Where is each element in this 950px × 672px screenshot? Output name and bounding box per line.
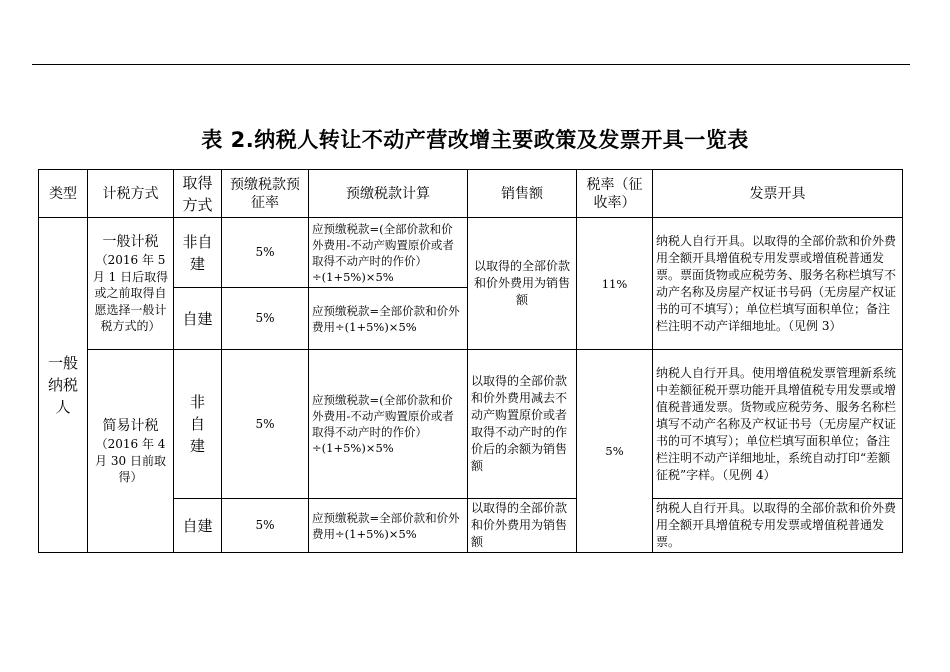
- policy-table: [38, 169, 903, 553]
- prepay-calc-cell: 应预缴税款=全部价款和价外费用÷(1+5%)×5%: [309, 499, 468, 553]
- invoice-cell: 纳税人自行开具。以取得的全部价款和价外费用全额开具增值税专用发票或增值税普通发票。: [653, 499, 903, 553]
- invoice-cell: 纳税人自行开具。使用增值税发票管理新系统中差额征税开票功能开具增值税专用发票或增值税普通发票。货物或应税劳务、服务名称栏填写不动产名称及产权证书号（无房屋产权证书的可不填写）；单位栏填写面积单位；备注栏注明不动产详细地址，系统自动打印“差额征税”字样。（见例 4）: [653, 350, 903, 499]
- header-method: 计税方式: [88, 170, 174, 218]
- invoice-cell: 纳税人自行开具。以取得的全部价款和价外费用全额开具增值税专用发票或增值税普通发票。票面货物或应税劳务、服务名称栏填写不动产名称及房屋产权证书号码（无房屋产权证书的可不填写）；单位栏填写面积单位；备注栏注明不动产详细地址。（见例 3）: [653, 218, 903, 350]
- acquire-cell: 非自建: [174, 218, 222, 288]
- general-method-cell: 一般计税 （2016 年 5 月 1 日后取得或之前取得自愿选择一般计税方式的）: [88, 218, 174, 350]
- acquire-cell: 非自建: [174, 350, 222, 499]
- table-row: [39, 218, 903, 288]
- top-rule: [32, 64, 910, 65]
- prepay-calc-cell: 应预缴税款=全部价款和价外费用÷(1+5%)×5%: [309, 288, 468, 350]
- prepay-rate-cell: 5%: [222, 218, 309, 288]
- header-tax-rate: 税率（征收率）: [577, 170, 653, 218]
- prepay-rate-cell: 5%: [222, 350, 309, 499]
- header-invoice: 发票开具: [653, 170, 903, 218]
- table-row: [39, 350, 903, 499]
- tax-rate-cell: 11%: [577, 218, 653, 350]
- prepay-rate-cell: 5%: [222, 288, 309, 350]
- sales-cell: 以取得的全部价款和价外费用为销售额: [468, 499, 577, 553]
- acquire-cell: 自建: [174, 288, 222, 350]
- simple-method-cell: 简易计税 （2016 年 4 月 30 日前取得）: [88, 350, 174, 553]
- header-row: [39, 170, 903, 218]
- prepay-calc-cell: 应预缴税款=(全部价款和价外费用-不动产购置原价或者取得不动产时的作价） ÷(1+5%)×5%: [309, 218, 468, 288]
- acquire-cell: 自建: [174, 499, 222, 553]
- prepay-rate-cell: 5%: [222, 499, 309, 553]
- header-prepay-rate: 预缴税款预征率: [222, 170, 309, 218]
- header-acquire: 取得方式: [174, 170, 222, 218]
- header-sales: 销售额: [468, 170, 577, 218]
- header-type: 类型: [39, 170, 88, 218]
- tax-rate-cell: 5%: [577, 350, 653, 553]
- taxpayer-type-cell: 一般纳税人: [39, 218, 88, 553]
- sales-cell: 以取得的全部价款和价外费用减去不动产购置原价或者取得不动产时的作价后的余额为销售额: [468, 350, 577, 499]
- sales-cell: 以取得的全部价款和价外费用为销售额: [468, 218, 577, 350]
- document-title: 表 2.纳税人转让不动产营改增主要政策及发票开具一览表: [201, 128, 749, 152]
- prepay-calc-cell: 应预缴税款=(全部价款和价外费用-不动产购置原价或者取得不动产时的作价） ÷(1+5%)×5%: [309, 350, 468, 499]
- header-prepay-calc: 预缴税款计算: [309, 170, 468, 218]
